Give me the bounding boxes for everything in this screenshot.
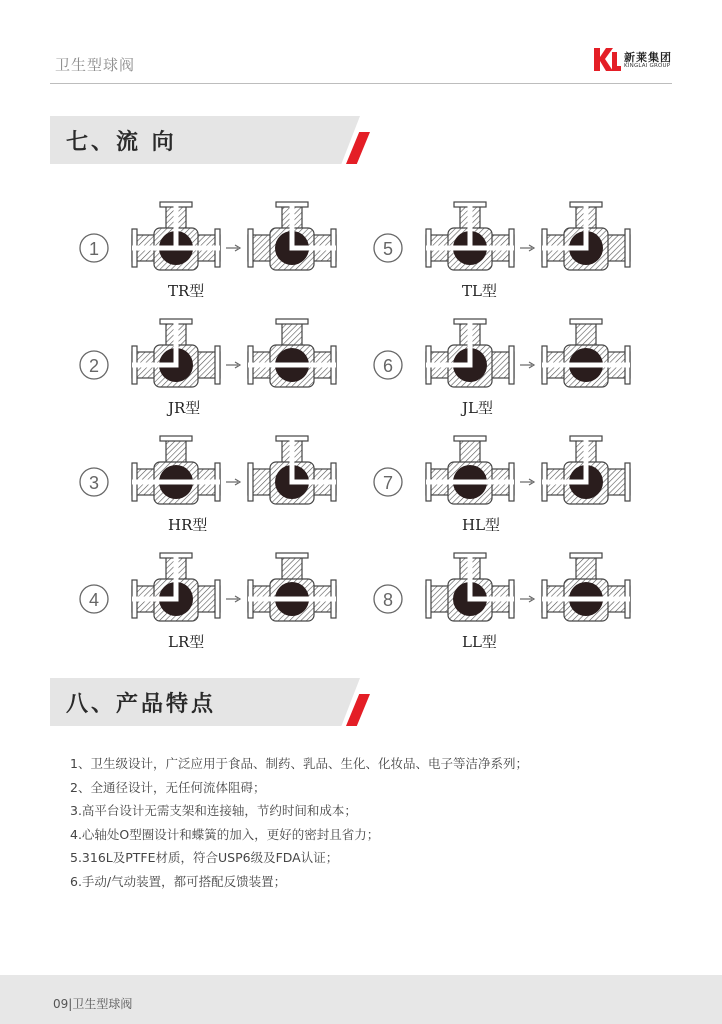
header-divider — [50, 83, 672, 84]
valve-type-label: HL型 — [462, 516, 501, 534]
valve-body — [426, 553, 514, 621]
kinglai-logo — [592, 46, 676, 76]
valve-type-label: LL型 — [462, 633, 497, 651]
step-number: 2 — [88, 356, 100, 376]
valve-type-label: TR型 — [168, 282, 205, 300]
valve-body — [426, 436, 514, 504]
feature-item: 3.高平台设计无需支架和连接轴，节约时间和成本； — [70, 803, 357, 818]
step-number: 1 — [88, 239, 100, 259]
section-title: 八、产品特点 — [66, 692, 217, 717]
valve-body — [248, 436, 336, 504]
valve-body — [132, 319, 220, 387]
valve-type-label: HR型 — [168, 516, 208, 534]
footer-bar — [0, 975, 722, 1024]
valve-body — [248, 202, 336, 270]
valve-type-label: LR型 — [168, 633, 205, 651]
valve-body — [132, 553, 220, 621]
step-number: 8 — [382, 590, 394, 610]
valve-type-label: JR型 — [168, 399, 201, 417]
valve-body — [426, 202, 514, 270]
section-title: 七、流 向 — [66, 130, 177, 155]
step-number: 4 — [88, 590, 100, 610]
logo-chinese-name: 新莱集团 — [624, 51, 672, 64]
valve-diagrams — [0, 180, 722, 650]
valve-body — [542, 553, 630, 621]
feature-item: 5.316L及PTFE材质，符合USP6级及FDA认证； — [70, 850, 339, 865]
section-heading-features — [50, 678, 376, 726]
kl-logo-icon — [592, 46, 622, 74]
step-number: 5 — [382, 239, 394, 259]
feature-list — [70, 752, 528, 893]
feature-item: 1、卫生级设计，广泛应用于食品、制药、乳品、生化、化妆品、电子等洁净系列； — [70, 756, 528, 771]
footer-page-label: 09|卫生型球阀 — [53, 997, 133, 1011]
valve-type-label: TL型 — [462, 282, 497, 300]
valve-body — [132, 436, 220, 504]
valve-body — [542, 202, 630, 270]
flow-direction-diagram — [0, 180, 722, 650]
valve-body — [542, 319, 630, 387]
valve-body — [426, 319, 514, 387]
logo-english-name: KINGLAI GROUP — [624, 63, 671, 69]
valve-body — [542, 436, 630, 504]
step-number: 7 — [382, 473, 394, 493]
feature-item: 4.心轴处O型圈设计和蝶簧的加入，更好的密封且省力； — [70, 826, 380, 842]
valve-type-label: JL型 — [462, 399, 493, 417]
valve-body — [132, 202, 220, 270]
feature-item: 2、全通径设计，无任何流体阻碍； — [70, 779, 266, 795]
valve-body — [248, 553, 336, 621]
valve-body — [248, 319, 336, 387]
step-number: 3 — [88, 473, 100, 493]
section-heading-flow — [50, 116, 376, 164]
step-number: 6 — [382, 356, 394, 376]
feature-item: 6.手动/气动装置，都可搭配反馈装置； — [70, 873, 287, 889]
header-title: 卫生型球阀 — [55, 56, 136, 74]
